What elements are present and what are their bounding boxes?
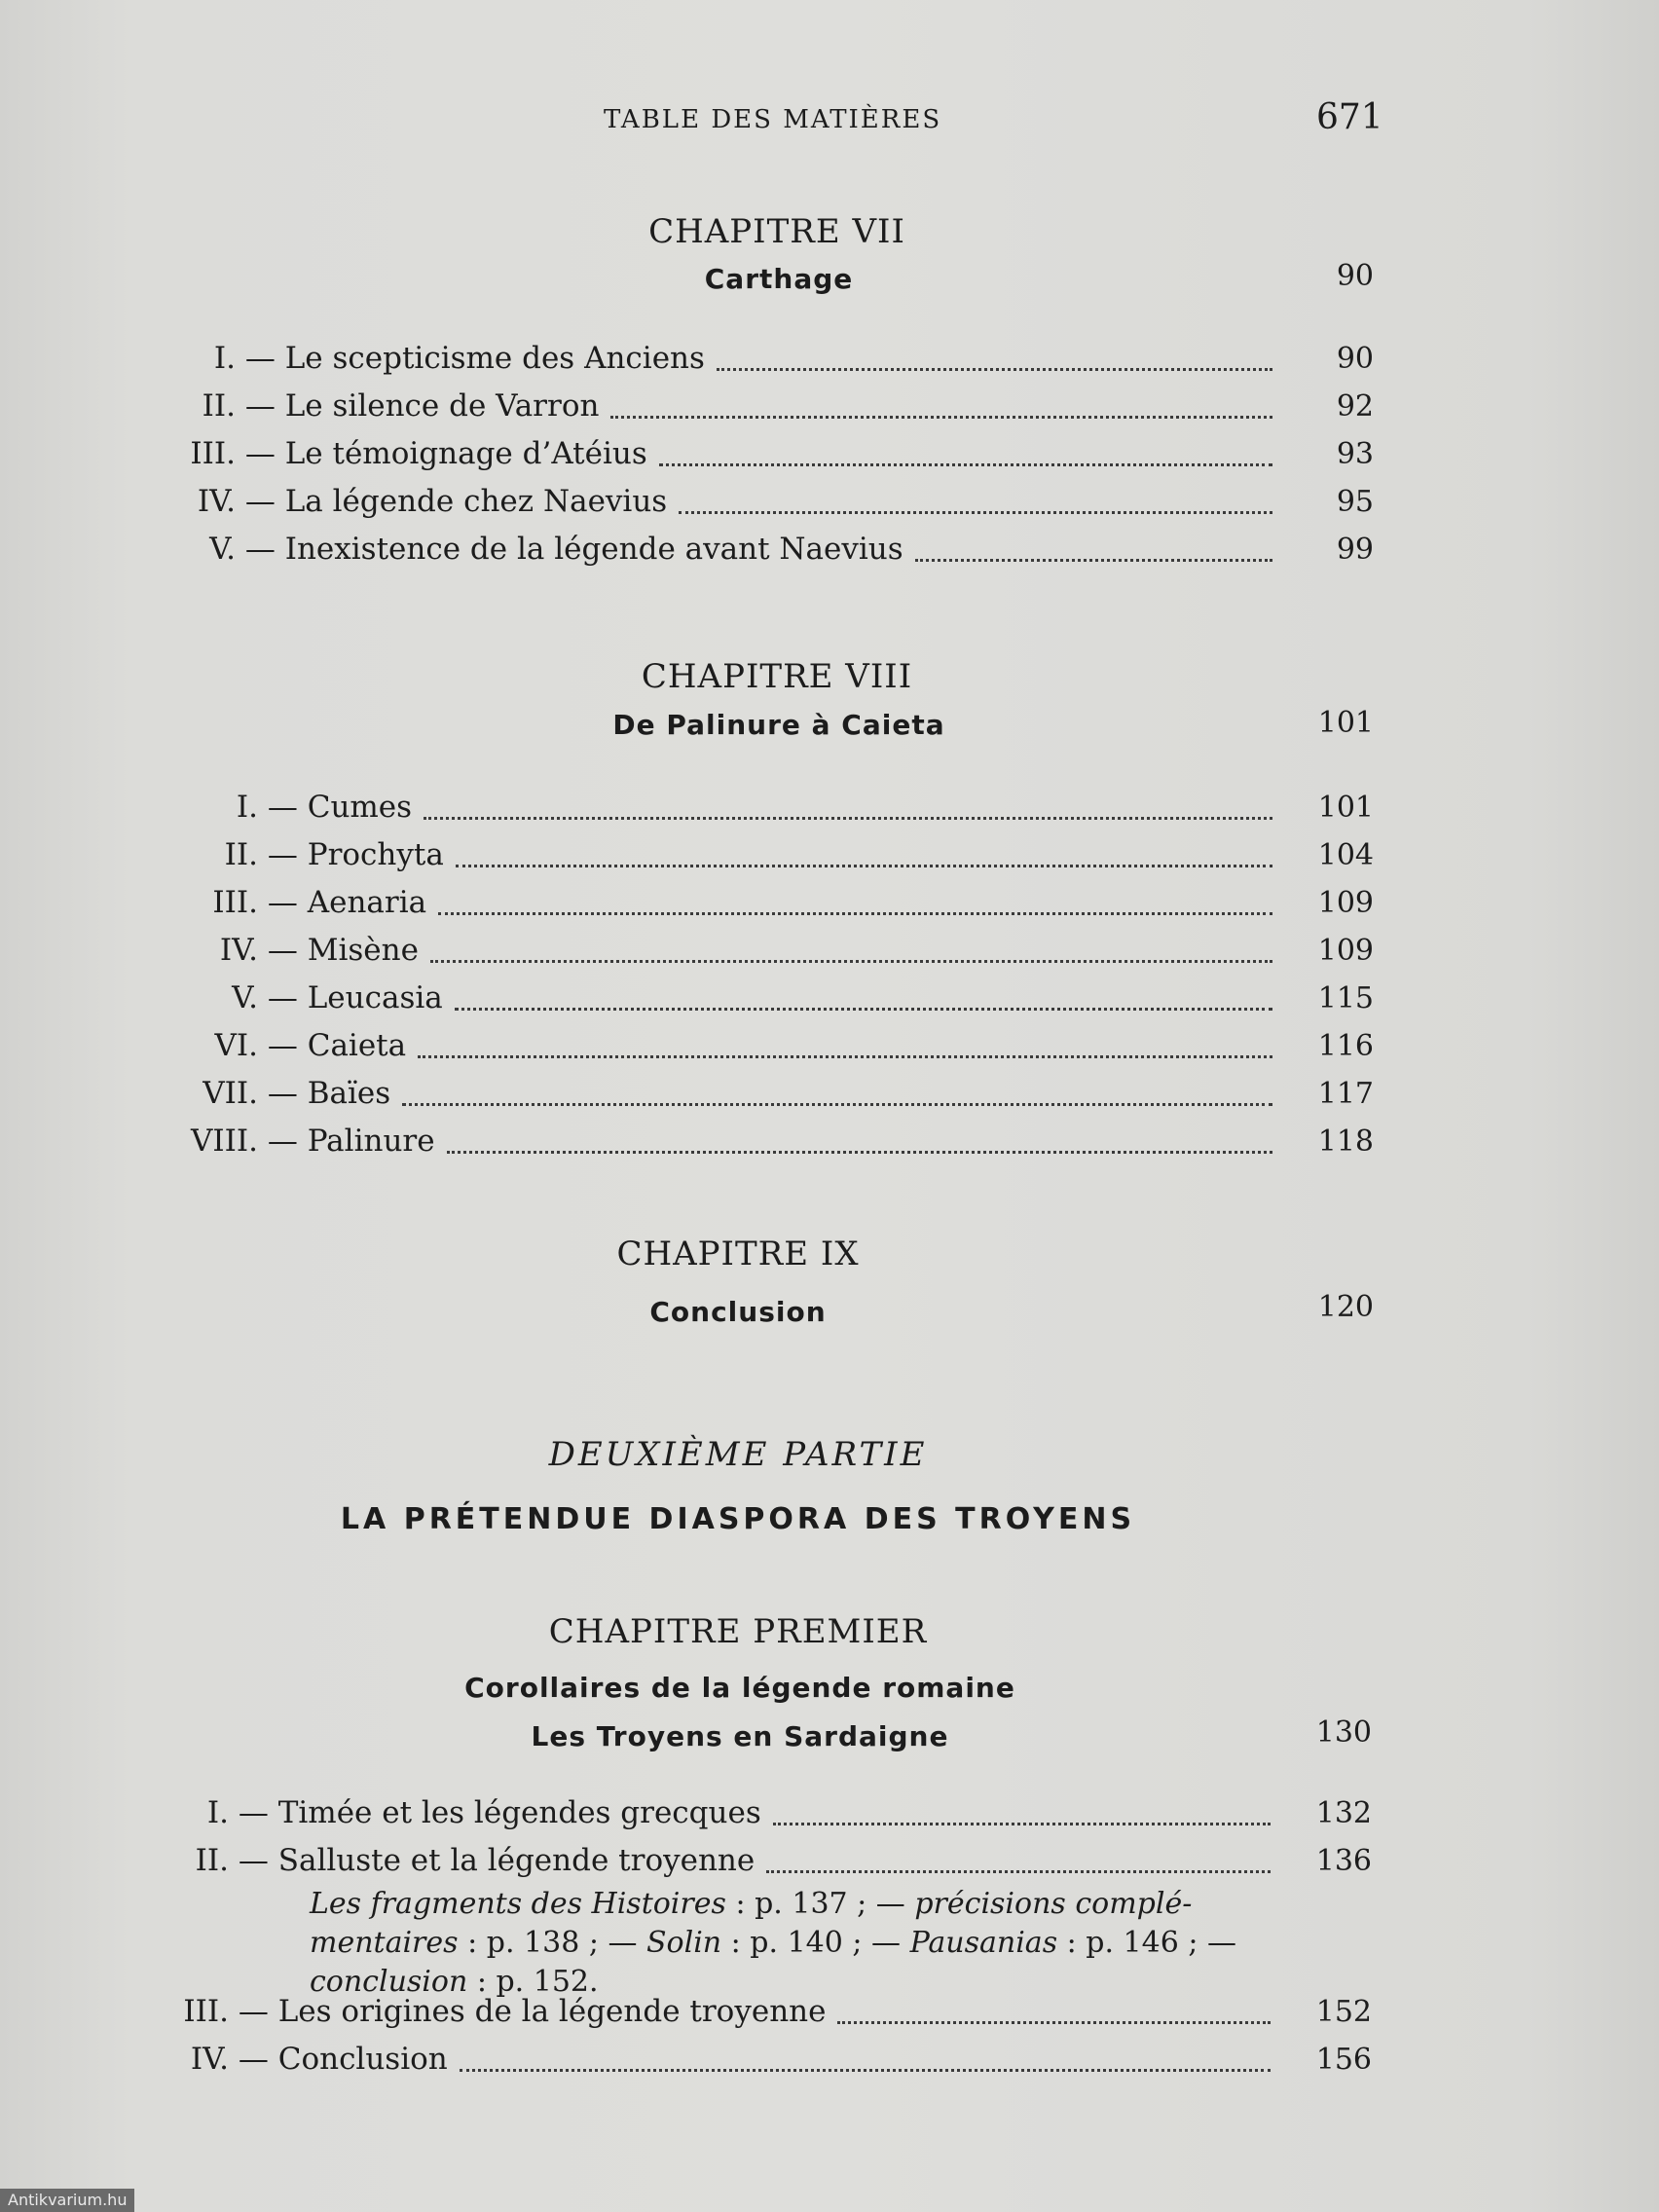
toc-entry[interactable] (156, 980, 1374, 1023)
entry-dash: — (236, 436, 285, 471)
entry-title: Leucasia (307, 980, 443, 1015)
entry-page: 95 (1336, 485, 1374, 519)
entry-page: 116 (1317, 1029, 1374, 1063)
subnote-text: : p. 146 ; — (1057, 1926, 1236, 1960)
entry-dash: — (236, 341, 285, 376)
entry-dash: — (258, 885, 308, 920)
running-title: TABLE DES MATIÈRES (604, 105, 942, 134)
page-number: 671 (1316, 97, 1383, 137)
subnote-text: : p. 138 ; — (458, 1926, 646, 1960)
chapter-ix-title: Conclusion (649, 1296, 827, 1328)
entry-number: III. (183, 1994, 229, 2029)
entry-dash: — (258, 933, 308, 968)
toc-entry[interactable] (146, 1994, 1372, 2037)
chapter-vii-title: Carthage (704, 263, 854, 295)
entry-page: 92 (1336, 389, 1374, 424)
entry-number: II. (202, 388, 236, 424)
entry-title: Les origines de la légende troyenne (277, 1994, 827, 2029)
entry-dash: — (236, 388, 285, 424)
entry-page: 90 (1336, 342, 1374, 376)
entry-dash: — (258, 980, 308, 1015)
toc-entry[interactable] (146, 532, 1374, 574)
dot-leader (455, 1007, 1272, 1011)
dot-leader (456, 864, 1272, 867)
dot-leader (424, 816, 1272, 820)
entry-dash: — (258, 790, 308, 825)
subnote-precisions: précisions complé-mentaires (310, 1887, 1193, 1960)
dot-leader (438, 911, 1272, 915)
dot-leader (659, 462, 1272, 466)
toc-entry[interactable] (156, 1028, 1374, 1071)
entry-title: Palinure (307, 1124, 435, 1159)
entry-number: III. (190, 436, 236, 471)
entry-dash: — (258, 1076, 308, 1111)
dot-leader (418, 1054, 1272, 1058)
entry-page: 99 (1336, 533, 1374, 567)
entry-dash: — (258, 1028, 308, 1063)
dot-leader (837, 2020, 1271, 2024)
entry-page: 136 (1315, 1844, 1372, 1878)
toc-entry[interactable] (156, 837, 1374, 880)
entry-title: Aenaria (307, 885, 427, 920)
entry-page: 109 (1317, 934, 1374, 968)
subnote-text: : p. 152. (467, 1965, 599, 1999)
entry-number: I. (206, 1795, 229, 1830)
entry-title: Baïes (307, 1076, 391, 1111)
dot-leader (460, 2068, 1271, 2072)
part-two-title: LA PRÉTENDUE DIASPORA DES TROYENS (340, 1502, 1136, 1536)
entry-title: Inexistence de la légende avant Naevius (284, 532, 903, 567)
entry-number: V. (209, 532, 236, 567)
dot-leader (610, 415, 1272, 419)
entry-page: 101 (1317, 791, 1374, 825)
chapter-premier-page: 130 (1315, 1715, 1372, 1750)
subnote-fragments: Les fragments des Histoires (310, 1887, 726, 1921)
entry-title: Conclusion (277, 2042, 448, 2077)
chapter-premier-title-2: Les Troyens en Sardaigne (531, 1720, 949, 1752)
entry-number: IV. (219, 933, 258, 968)
toc-entry[interactable] (146, 341, 1374, 384)
entry-title: Timée et les légendes grecques (277, 1795, 761, 1830)
chapter-ix-heading: CHAPITRE IX (616, 1235, 860, 1273)
entry-page: 152 (1315, 1995, 1372, 2029)
entry-page: 104 (1317, 838, 1374, 872)
entry-dash: — (229, 1843, 278, 1878)
entry-title: Caieta (307, 1028, 407, 1063)
toc-entry[interactable] (146, 436, 1374, 479)
entry-number: III. (212, 885, 258, 920)
subnote-conclusion: conclusion (310, 1965, 468, 1999)
subnote-pausanias: Pausanias (909, 1926, 1058, 1960)
chapter-viii-page: 101 (1317, 706, 1374, 740)
chapter-vii-page: 90 (1336, 259, 1374, 293)
toc-entry[interactable] (146, 1795, 1372, 1838)
entry-page: 118 (1317, 1124, 1374, 1159)
entry-title: Le scepticisme des Anciens (284, 341, 705, 376)
toc-entry[interactable] (146, 1843, 1372, 1886)
entry-dash: — (258, 1124, 308, 1159)
toc-entry[interactable] (156, 885, 1374, 928)
dot-leader (679, 510, 1272, 514)
dot-leader (402, 1102, 1272, 1106)
toc-entry[interactable] (146, 484, 1374, 527)
entry-title: La légende chez Naevius (284, 484, 668, 519)
dot-leader (430, 959, 1272, 963)
entry-title: Misène (307, 933, 419, 968)
entry-number: V. (232, 980, 258, 1015)
chapter-vii-heading: CHAPITRE VII (648, 212, 905, 251)
dot-leader (447, 1150, 1272, 1154)
subnote-text: : p. 137 ; — (725, 1887, 915, 1921)
part-two-label: DEUXIÈME PARTIE (548, 1435, 928, 1474)
entry-number: IV. (197, 484, 236, 519)
entry-number: VI. (214, 1028, 258, 1063)
entry-page: 132 (1315, 1796, 1372, 1830)
dot-leader (766, 1869, 1271, 1873)
watermark: Antikvarium.hu (0, 2189, 134, 2212)
entry-page: 115 (1317, 981, 1374, 1015)
chapter-ix-page: 120 (1317, 1290, 1374, 1324)
entry-subnote (310, 1885, 1293, 2002)
dot-leader (717, 367, 1272, 371)
chapter-premier-title-1: Corollaires de la légende romaine (464, 1672, 1015, 1704)
entry-title: Salluste et la légende troyenne (277, 1843, 756, 1878)
entry-title: Le témoignage d’Atéius (284, 436, 647, 471)
entry-page: 156 (1315, 2043, 1372, 2077)
subnote-solin: Solin (646, 1926, 722, 1960)
toc-entry[interactable] (146, 2042, 1372, 2084)
entry-number: I. (236, 790, 258, 825)
entry-number: II. (195, 1843, 229, 1878)
dot-leader (915, 558, 1272, 562)
chapter-premier-heading: CHAPITRE PREMIER (548, 1612, 928, 1651)
entry-dash: — (229, 1994, 278, 2029)
toc-entry[interactable] (156, 933, 1374, 976)
entry-title: Prochyta (307, 837, 444, 872)
entry-title: Le silence de Varron (284, 388, 600, 424)
entry-dash: — (258, 837, 308, 872)
toc-entry[interactable] (156, 1076, 1374, 1119)
dot-leader (773, 1822, 1271, 1825)
entry-number: I. (213, 341, 236, 376)
subnote-text: : p. 140 ; — (721, 1926, 910, 1960)
entry-page: 117 (1317, 1077, 1374, 1111)
chapter-viii-title: De Palinure à Caieta (612, 709, 945, 741)
entry-number: VIII. (191, 1124, 258, 1159)
toc-entry[interactable] (156, 790, 1374, 832)
entry-dash: — (229, 2042, 278, 2077)
entry-number: VII. (203, 1076, 258, 1111)
entry-dash: — (236, 532, 285, 567)
entry-number: IV. (190, 2042, 229, 2077)
toc-entry[interactable] (156, 1124, 1374, 1166)
entry-dash: — (236, 484, 285, 519)
entry-title: Cumes (307, 790, 413, 825)
chapter-viii-heading: CHAPITRE VIII (641, 657, 913, 696)
entry-page: 93 (1336, 437, 1374, 471)
entry-page: 109 (1317, 886, 1374, 920)
toc-entry[interactable] (146, 388, 1374, 431)
entry-dash: — (229, 1795, 278, 1830)
entry-number: II. (224, 837, 258, 872)
